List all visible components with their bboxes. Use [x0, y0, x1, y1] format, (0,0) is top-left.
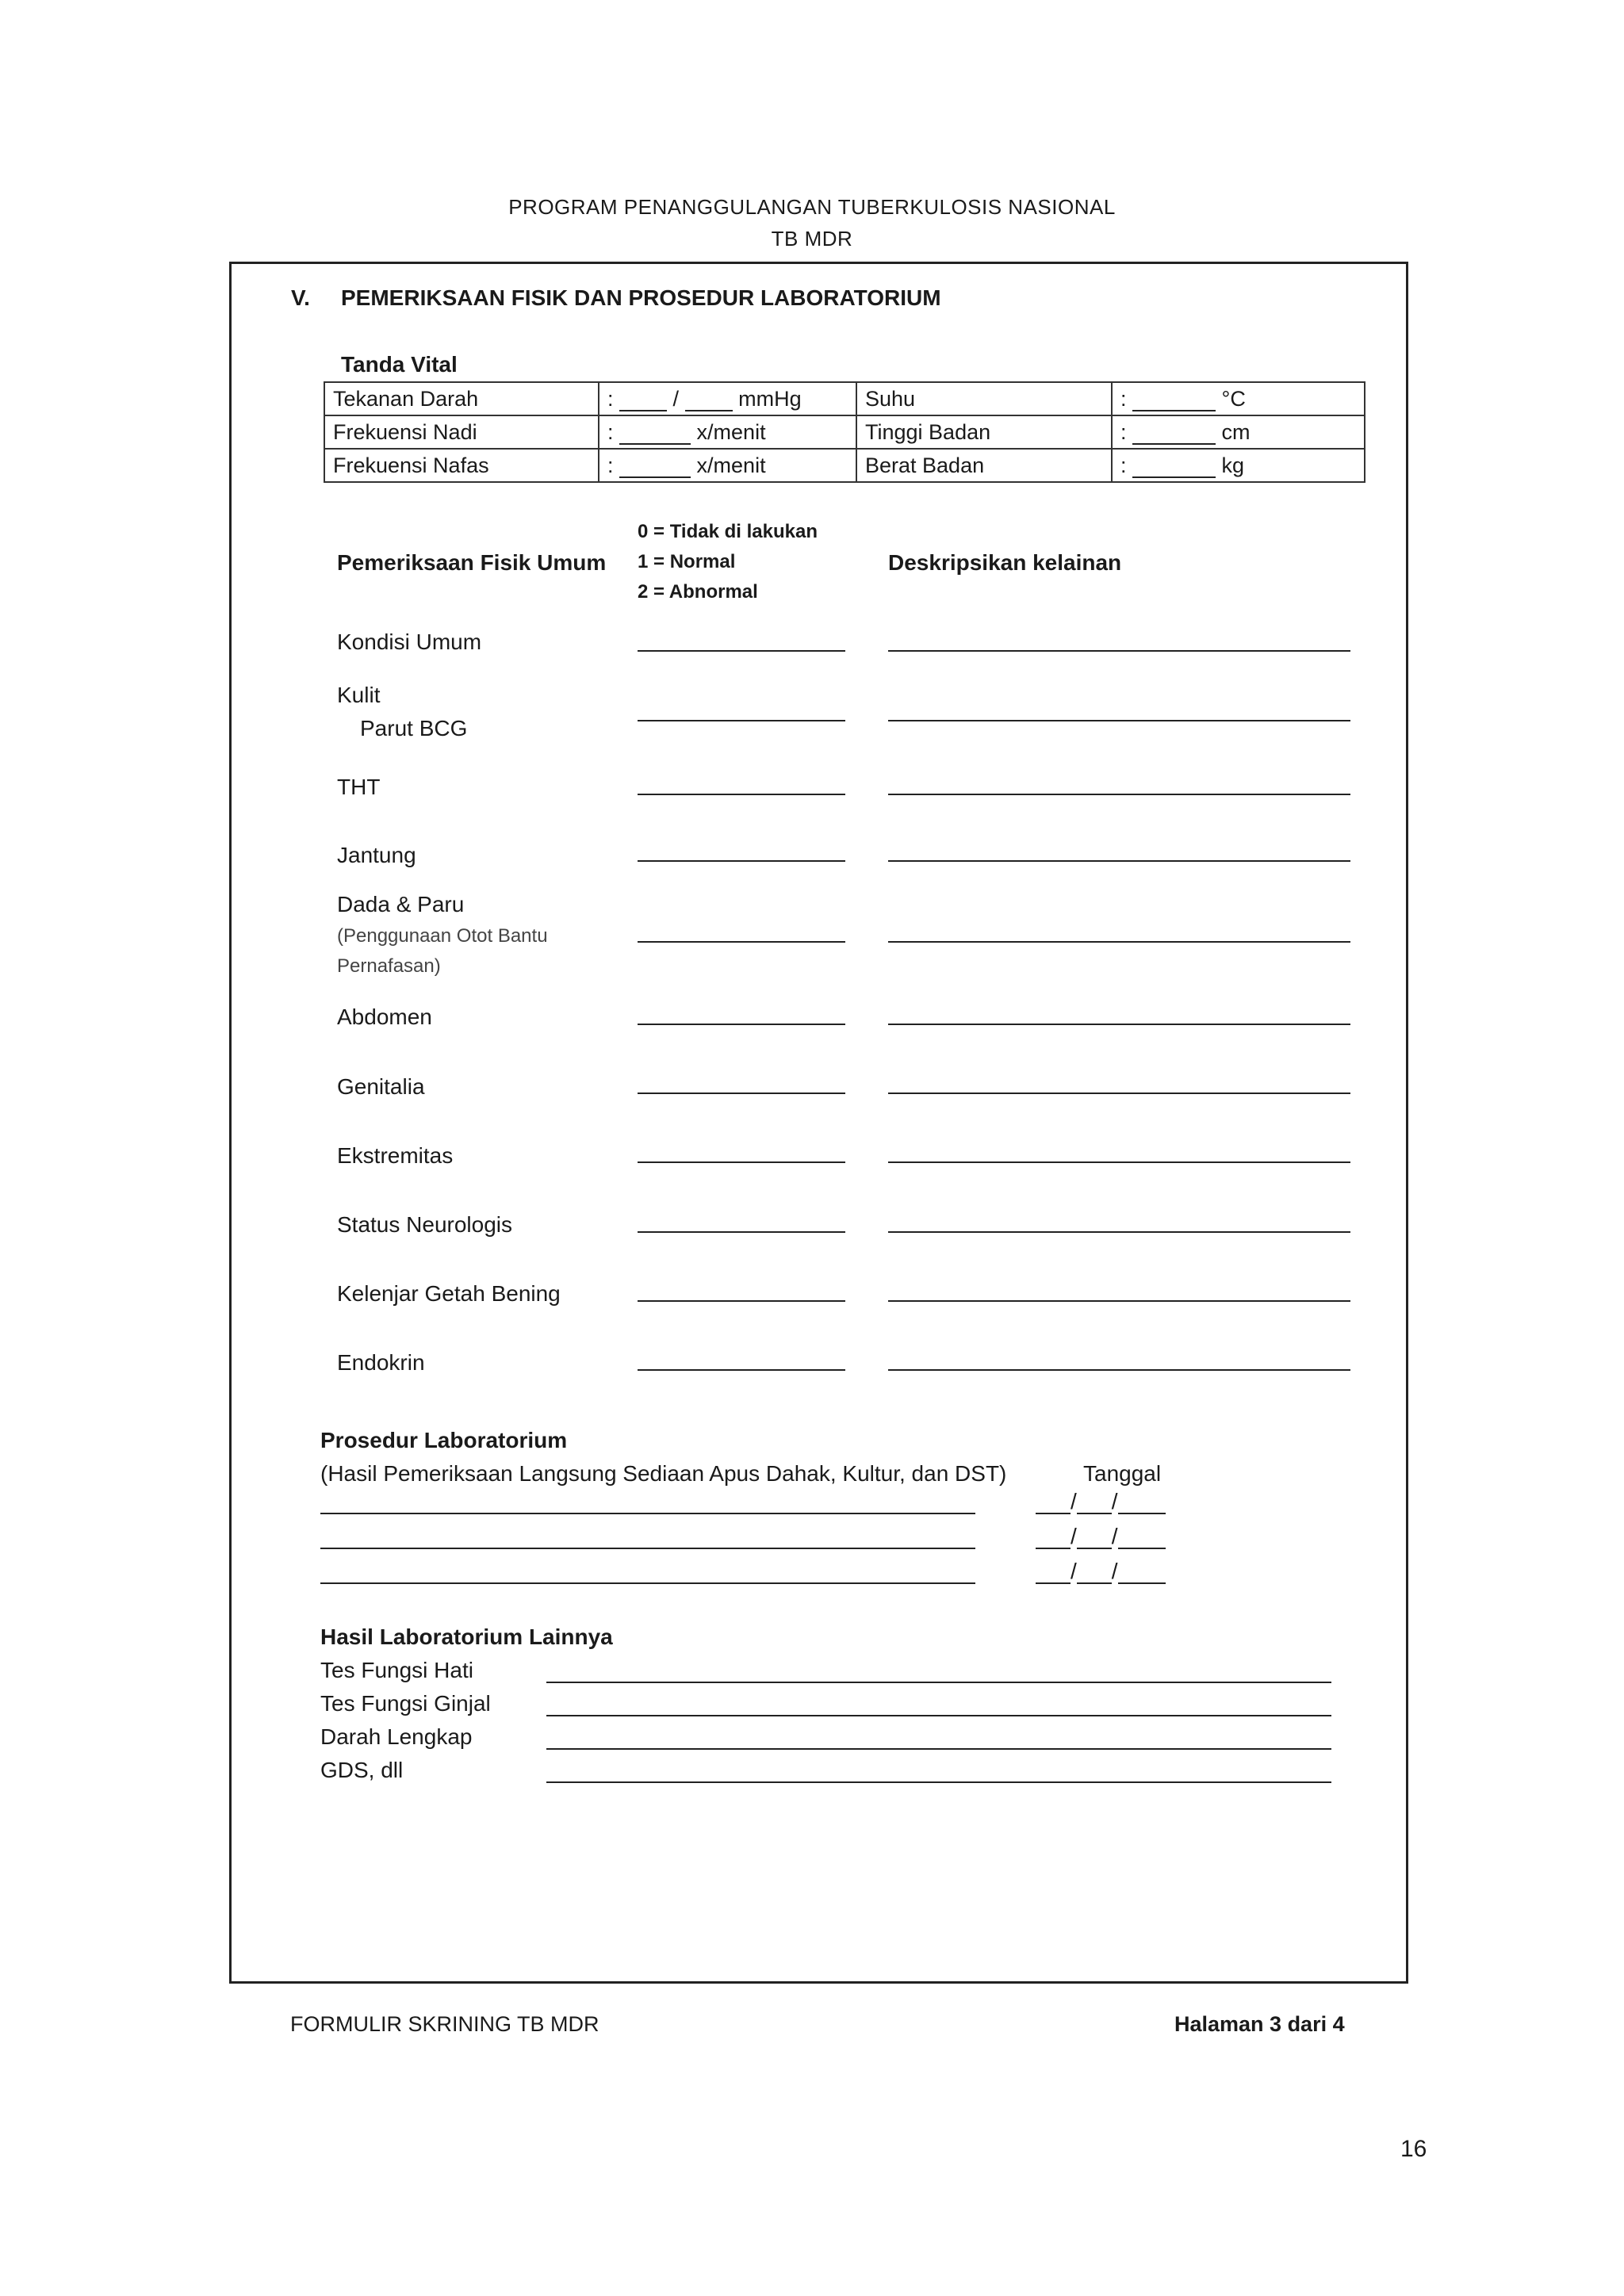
- year-field[interactable]: [1118, 1492, 1166, 1514]
- lab-result-field[interactable]: [320, 1548, 975, 1549]
- exam-item-label: THT: [337, 775, 381, 799]
- exam-description-field[interactable]: [888, 941, 1350, 943]
- lab-result-field[interactable]: [320, 1513, 975, 1514]
- lab-procedure-subtitle: (Hasil Pemeriksaan Langsung Sediaan Apus Dahak, Kultur, dan DST): [320, 1461, 1007, 1486]
- vital-value-cell: [599, 415, 856, 449]
- exam-item-label: Dada & Paru: [337, 892, 465, 916]
- value-field[interactable]: [619, 456, 691, 478]
- exam-code-field[interactable]: [638, 1231, 845, 1233]
- day-field[interactable]: [1036, 1527, 1071, 1549]
- lab-result-field[interactable]: [320, 1582, 975, 1584]
- vital-label-cell: [324, 415, 599, 449]
- unit: x/menit: [696, 419, 766, 444]
- vital-value-cell: [599, 382, 856, 415]
- slash: /: [672, 386, 680, 411]
- exam-item-label: Jantung: [337, 843, 416, 867]
- value-field[interactable]: [619, 423, 691, 445]
- other-lab-field[interactable]: [546, 1781, 1331, 1783]
- exam-code-field[interactable]: [638, 1300, 845, 1302]
- other-lab-label: Tes Fungsi Ginjal: [320, 1691, 491, 1716]
- exam-item-label: Abdomen: [337, 1004, 432, 1029]
- vital-value-cell: [1112, 382, 1365, 415]
- unit: x/menit: [696, 453, 766, 477]
- vital-label: Frekuensi Nafas: [333, 453, 489, 477]
- month-field[interactable]: [1077, 1562, 1112, 1584]
- exam-item-label: Status Neurologis: [337, 1212, 513, 1237]
- exam-code-field[interactable]: [638, 720, 845, 721]
- exam-code-field[interactable]: [638, 860, 845, 862]
- exam-item-label: Endokrin: [337, 1350, 425, 1375]
- date-label: Tanggal: [1083, 1461, 1162, 1486]
- vital-label: Suhu: [865, 386, 916, 411]
- vital-signs-table: [324, 381, 1365, 483]
- day-field[interactable]: [1036, 1562, 1071, 1584]
- exam-item-label: Kulit: [337, 683, 381, 707]
- vital-label-cell: [324, 382, 599, 415]
- vital-label-cell: [856, 415, 1112, 449]
- exam-description-field[interactable]: [888, 650, 1350, 652]
- exam-description-field[interactable]: [888, 1369, 1350, 1371]
- exam-heading: Pemeriksaan Fisik Umum: [337, 550, 607, 575]
- exam-item-sublabel: Pernafasan): [337, 955, 441, 977]
- exam-item-label: Kelenjar Getah Bening: [337, 1281, 561, 1306]
- colon: :: [607, 386, 614, 411]
- date-separator: /: [1071, 1524, 1077, 1548]
- legend-item: 0 = Tidak di lakukan: [638, 521, 818, 542]
- section-title: PEMERIKSAAN FISIK DAN PROSEDUR LABORATORIUM: [341, 285, 941, 310]
- vital-value-cell: [1112, 449, 1365, 482]
- describe-abnormality-heading: Deskripsikan kelainan: [888, 550, 1122, 575]
- exam-code-field[interactable]: [638, 1369, 845, 1371]
- year-field[interactable]: [1118, 1562, 1166, 1584]
- vital-label: Frekuensi Nadi: [333, 419, 477, 444]
- unit: kg: [1221, 453, 1245, 477]
- month-field[interactable]: [1077, 1527, 1112, 1549]
- vital-row: [324, 415, 1365, 449]
- exam-description-field[interactable]: [888, 1024, 1350, 1025]
- exam-description-field[interactable]: [888, 1161, 1350, 1163]
- vital-value-cell: [599, 449, 856, 482]
- year-field[interactable]: [1118, 1527, 1166, 1549]
- other-lab-label: GDS, dll: [320, 1758, 404, 1782]
- exam-item-label: Genitalia: [337, 1074, 425, 1099]
- colon: :: [607, 419, 614, 444]
- legend-item: 2 = Abnormal: [638, 581, 758, 603]
- diastolic-field[interactable]: [685, 389, 733, 411]
- date-separator: /: [1071, 1559, 1077, 1583]
- exam-code-field[interactable]: [638, 650, 845, 652]
- exam-description-field[interactable]: [888, 720, 1350, 721]
- colon: :: [1120, 453, 1127, 477]
- exam-description-field[interactable]: [888, 1231, 1350, 1233]
- exam-code-field[interactable]: [638, 1161, 845, 1163]
- vital-label-cell: [324, 449, 599, 482]
- section-number: V.: [291, 285, 310, 310]
- systolic-field[interactable]: [619, 389, 667, 411]
- exam-item-sublabel: Parut BCG: [360, 716, 468, 740]
- colon: :: [1120, 419, 1127, 444]
- date-separator: /: [1071, 1489, 1077, 1513]
- page-number: 16: [1400, 2136, 1427, 2162]
- exam-description-field[interactable]: [888, 794, 1350, 795]
- other-lab-label: Darah Lengkap: [320, 1724, 473, 1749]
- other-lab-field[interactable]: [546, 1715, 1331, 1716]
- month-field[interactable]: [1077, 1492, 1112, 1514]
- value-field[interactable]: [1132, 456, 1216, 478]
- document-header-title: PROGRAM PENANGGULANGAN TUBERKULOSIS NASIONAL: [508, 195, 1116, 219]
- lab-date-field[interactable]: [1036, 1524, 1166, 1549]
- exam-legend: [638, 517, 818, 607]
- value-field[interactable]: [1132, 423, 1216, 445]
- vital-label: Berat Badan: [865, 453, 985, 477]
- exam-description-field[interactable]: [888, 860, 1350, 862]
- vital-value-cell: [1112, 415, 1365, 449]
- value-field[interactable]: [1132, 389, 1216, 411]
- day-field[interactable]: [1036, 1492, 1071, 1514]
- document-header-subtitle: TB MDR: [771, 227, 853, 251]
- footer-page-of: Halaman 3 dari 4: [1174, 2012, 1345, 2036]
- colon: :: [607, 453, 614, 477]
- date-separator: /: [1111, 1524, 1118, 1548]
- date-separator: /: [1111, 1559, 1118, 1583]
- vital-row: [324, 382, 1365, 415]
- vital-label: Tekanan Darah: [333, 386, 479, 411]
- vital-label: Tinggi Badan: [865, 419, 991, 444]
- exam-code-field[interactable]: [638, 1024, 845, 1025]
- legend-item: 1 = Normal: [638, 551, 736, 572]
- unit: cm: [1221, 419, 1251, 444]
- footer-form-name: FORMULIR SKRINING TB MDR: [290, 2012, 599, 2036]
- exam-item-sublabel: (Penggunaan Otot Bantu: [337, 925, 548, 947]
- other-lab-field[interactable]: [546, 1748, 1331, 1750]
- lab-date-field[interactable]: [1036, 1559, 1166, 1584]
- lab-procedure-title: Prosedur Laboratorium: [320, 1428, 568, 1452]
- exam-item-label: Kondisi Umum: [337, 629, 482, 654]
- lab-date-field[interactable]: [1036, 1489, 1166, 1514]
- date-separator: /: [1111, 1489, 1118, 1513]
- exam-code-field[interactable]: [638, 794, 845, 795]
- vital-row: [324, 449, 1365, 482]
- other-lab-field[interactable]: [546, 1682, 1331, 1683]
- unit: mmHg: [738, 386, 802, 411]
- exam-description-field[interactable]: [888, 1300, 1350, 1302]
- exam-code-field[interactable]: [638, 1093, 845, 1094]
- exam-description-field[interactable]: [888, 1093, 1350, 1094]
- vital-signs-title: Tanda Vital: [341, 352, 458, 377]
- other-lab-title: Hasil Laboratorium Lainnya: [320, 1624, 613, 1649]
- exam-item-label: Ekstremitas: [337, 1143, 454, 1168]
- unit: °C: [1221, 386, 1246, 411]
- vital-label-cell: [856, 382, 1112, 415]
- other-lab-label: Tes Fungsi Hati: [320, 1658, 473, 1682]
- colon: :: [1120, 386, 1127, 411]
- exam-code-field[interactable]: [638, 941, 845, 943]
- vital-label-cell: [856, 449, 1112, 482]
